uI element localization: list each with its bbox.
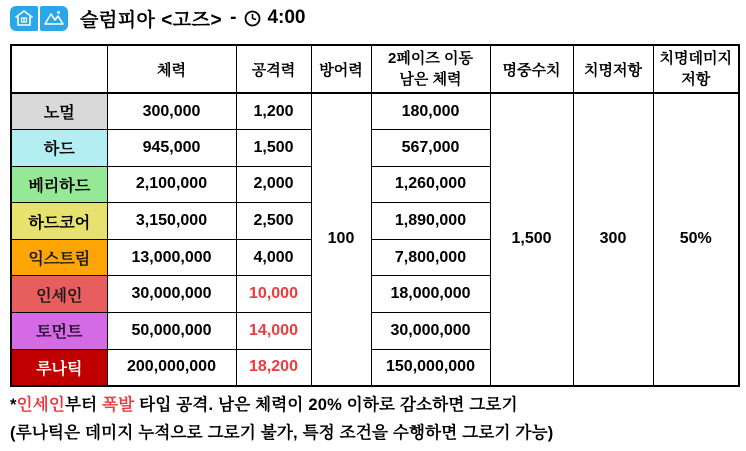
col-header-crit-dmg-resist (653, 45, 739, 93)
hp-value: 300,000 (107, 93, 236, 130)
col-header-hp: 체력 (107, 45, 236, 93)
crit-resist-value: 300 (573, 93, 653, 386)
hp-value: 3,150,000 (107, 203, 236, 240)
difficulty-label: 하드코어 (11, 203, 107, 240)
phase2-hp-value: 150,000,000 (371, 349, 490, 386)
difficulty-label: 루나틱 (11, 349, 107, 386)
header-row (11, 45, 739, 93)
hp-value: 945,000 (107, 130, 236, 167)
footnote-text: 부터 (65, 396, 103, 414)
col-header-blank (11, 45, 107, 93)
difficulty-label: 인세인 (11, 276, 107, 313)
mountain-icon-glyph (44, 10, 64, 26)
col-header-accuracy: 명중수치 (490, 45, 573, 93)
timer-value: 4:00 (267, 7, 306, 28)
home-icon-glyph (15, 10, 33, 26)
phase2-hp-value: 18,000,000 (371, 276, 490, 313)
footnote-line1 (10, 391, 736, 419)
accuracy-value: 1,500 (490, 93, 573, 386)
mountain-icon[interactable] (40, 6, 68, 31)
phase2-hp-value: 567,000 (371, 130, 490, 167)
difficulty-label: 하드 (11, 130, 107, 167)
phase2-hp-value: 1,890,000 (371, 203, 490, 240)
phase2-hp-value: 7,800,000 (371, 239, 490, 276)
defense-value: 100 (311, 93, 371, 386)
difficulty-label: 익스트림 (11, 239, 107, 276)
difficulty-label: 토먼트 (11, 313, 107, 350)
table-row-normal (11, 93, 739, 130)
footnote (10, 391, 736, 447)
footnote-asterisk: * (10, 396, 17, 414)
col-header-phase2-line1: 2페이즈 이동 (388, 50, 473, 67)
atk-value: 4,000 (236, 239, 311, 276)
title-bar (10, 4, 305, 32)
col-header-phase2 (371, 45, 490, 93)
atk-value: 1,500 (236, 130, 311, 167)
footnote-line2: (루나틱은 데미지 누적으로 그로기 불가, 특정 조건을 수행하면 그로기 가능) (10, 424, 554, 442)
col-header-crit-dmg-line1: 치명데미지 (659, 50, 732, 67)
footnote-explosion-highlight: 폭발 (102, 396, 135, 414)
col-header-crit-resist: 치명저항 (573, 45, 653, 93)
hp-value: 50,000,000 (107, 313, 236, 350)
difficulty-label: 베리하드 (11, 166, 107, 203)
col-header-phase2-line2: 남은 체력 (399, 71, 462, 88)
home-icon[interactable] (10, 6, 38, 31)
hp-value: 2,100,000 (107, 166, 236, 203)
atk-value: 2,000 (236, 166, 311, 203)
crit-dmg-resist-value: 50% (653, 93, 739, 386)
atk-value: 2,500 (236, 203, 311, 240)
col-header-crit-dmg-line2: 저항 (681, 71, 711, 88)
hp-value: 200,000,000 (107, 349, 236, 386)
phase2-hp-value: 1,260,000 (371, 166, 490, 203)
atk-value: 1,200 (236, 93, 311, 130)
title-separator: - (230, 7, 237, 28)
clock-icon (244, 10, 261, 27)
phase2-hp-value: 180,000 (371, 93, 490, 130)
col-header-def: 방어력 (311, 45, 371, 93)
footnote-insane-highlight: 인세인 (16, 396, 66, 414)
atk-value: 14,000 (236, 313, 311, 350)
atk-value: 18,200 (236, 349, 311, 386)
atk-value: 10,000 (236, 276, 311, 313)
hp-value: 13,000,000 (107, 239, 236, 276)
hp-value: 30,000,000 (107, 276, 236, 313)
boss-stats-table (10, 44, 740, 387)
col-header-atk: 공격력 (236, 45, 311, 93)
footnote-text: 타입 공격. 남은 체력이 20% 이하로 감소하면 그로기 (134, 396, 518, 414)
phase2-hp-value: 30,000,000 (371, 313, 490, 350)
difficulty-label: 노멀 (11, 93, 107, 130)
page-title: 슬럼피아 <고즈> (80, 9, 223, 31)
